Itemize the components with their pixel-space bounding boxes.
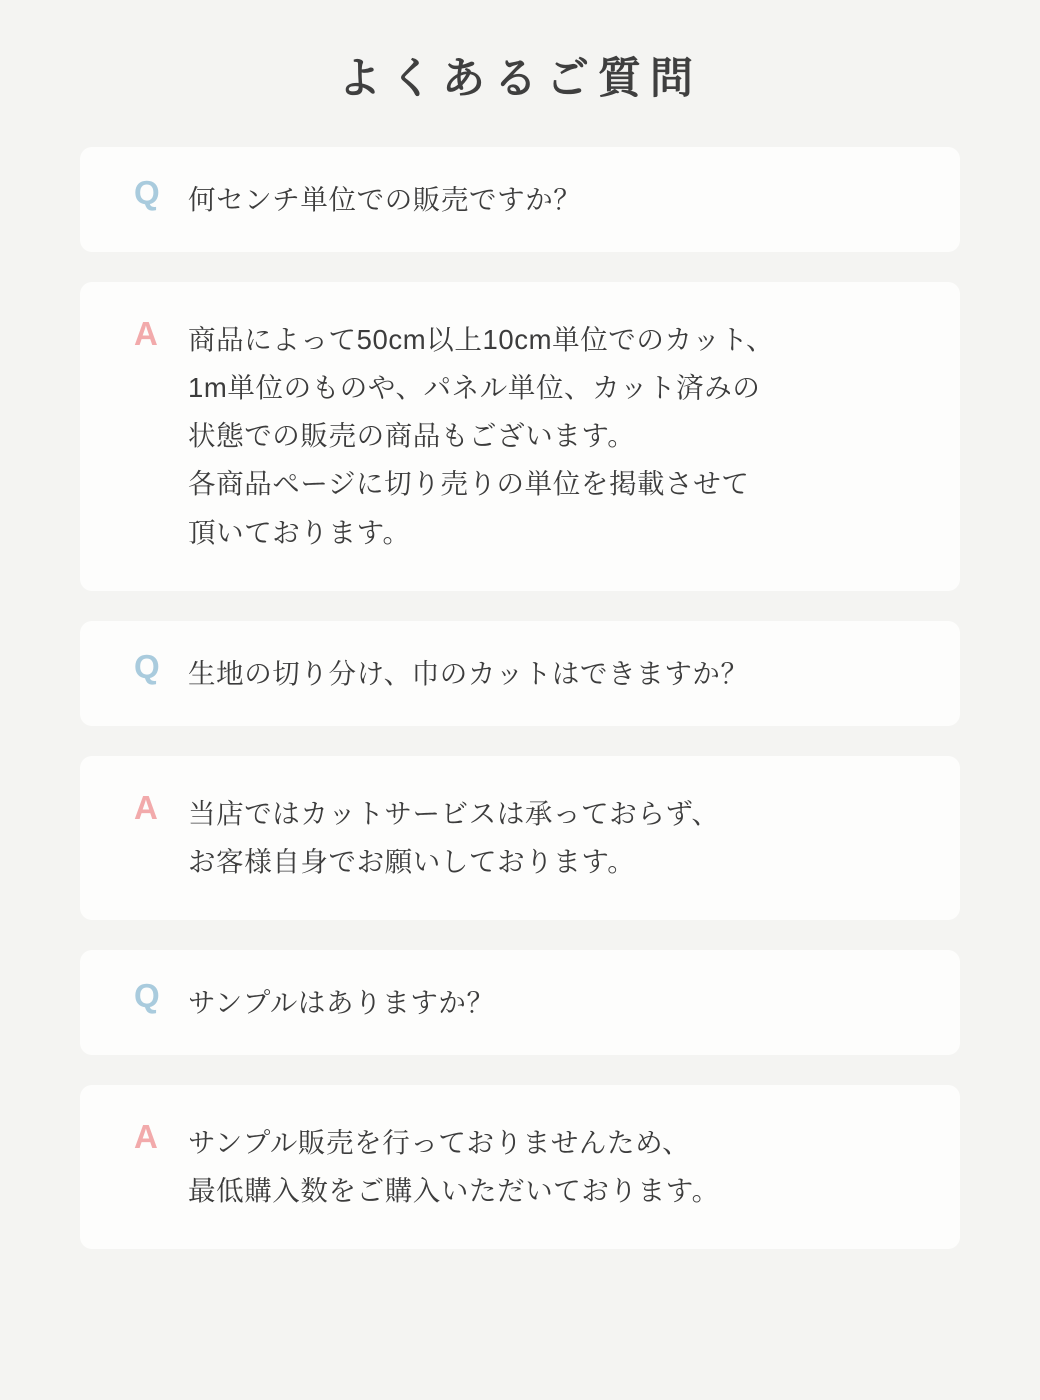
question-marker: Q bbox=[134, 173, 160, 211]
answer-marker: A bbox=[134, 788, 158, 826]
question-marker: Q bbox=[134, 977, 160, 1015]
faq-question-text: サンプルはありますか？ bbox=[188, 987, 495, 1019]
answer-marker: A bbox=[134, 1118, 158, 1156]
faq-list bbox=[80, 147, 960, 1250]
question-marker: Q bbox=[134, 647, 160, 685]
faq-answer-item bbox=[80, 756, 960, 920]
faq-answer-text: サンプル販売を行っておりませんため、 最低購入数をご購入いただいております。 bbox=[188, 1127, 720, 1207]
faq-answer-item bbox=[80, 1085, 960, 1249]
faq-question-item[interactable] bbox=[80, 147, 960, 252]
answer-marker: A bbox=[134, 315, 158, 353]
faq-question-text: 何センチ単位での販売ですか？ bbox=[188, 183, 582, 215]
faq-question-item[interactable] bbox=[80, 950, 960, 1055]
faq-question-text: 生地の切り分け、巾のカットはできますか？ bbox=[188, 657, 749, 689]
faq-answer-item bbox=[80, 282, 960, 591]
faq-answer-text: 当店ではカットサービスは承っておらず、 お客様自身でお願いしております。 bbox=[188, 797, 720, 877]
page-title: よくあるご質問 bbox=[338, 55, 702, 103]
faq-answer-text: 商品によって50cm以上10cm単位でのカット、 1m単位のものや、パネル単位、カット済みの 状態での販売の商品もございます。 各商品ページに切り売りの単位を掲載させて 頂いております。 bbox=[188, 324, 775, 548]
faq-question-item[interactable] bbox=[80, 621, 960, 726]
